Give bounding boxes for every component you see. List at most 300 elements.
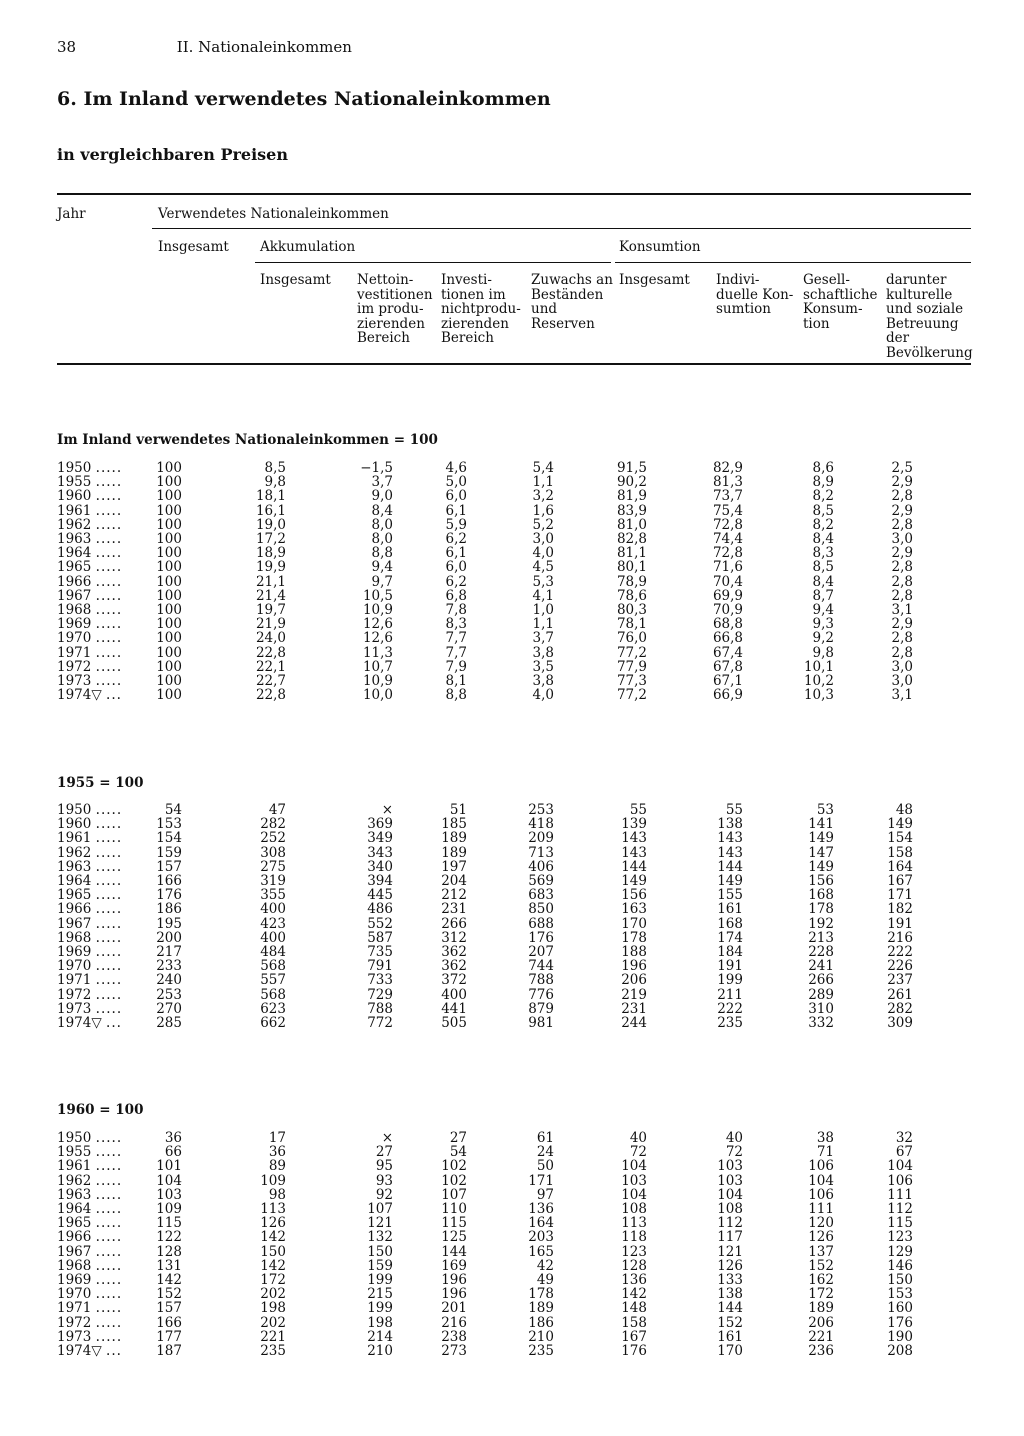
value-cell: 71,6 (712, 559, 743, 576)
value-cell: 106 (887, 1172, 913, 1189)
leader-dots: ..... (95, 488, 123, 505)
value-cell: 122 (156, 1229, 182, 1246)
value-cell: 74,4 (712, 531, 743, 548)
value-cell: 75,4 (712, 502, 743, 519)
header-line: zierenden (441, 315, 509, 332)
value-cell: 197 (441, 858, 467, 875)
header-line: kulturelle (886, 286, 953, 303)
value-cell: 282 (887, 1000, 913, 1017)
value-cell: 791 (367, 958, 393, 975)
value-cell: 191 (887, 915, 913, 932)
header-jahr: Jahr (57, 206, 86, 222)
value-cell: 394 (367, 873, 393, 890)
year-label: 1961 (57, 830, 92, 847)
table-row (57, 846, 913, 860)
value-cell: 91,5 (616, 460, 647, 476)
value-cell: 400 (260, 901, 286, 918)
year-cell (57, 461, 154, 475)
value-cell: 219 (621, 986, 647, 1003)
year-cell (57, 860, 154, 874)
value-cell: 129 (887, 1243, 913, 1260)
leader-dots: ..... (95, 516, 123, 533)
value-cell: 138 (717, 1286, 743, 1303)
year-cell (57, 1301, 154, 1315)
header-bottom-rule (57, 363, 971, 365)
value-cell: 21,4 (255, 587, 286, 604)
value-cell: 400 (441, 986, 467, 1003)
value-cell: 2,8 (891, 516, 913, 533)
leader-dots: ..... (95, 587, 123, 604)
value-cell: 81,3 (712, 474, 743, 491)
value-cell: 178 (621, 929, 647, 946)
value-cell: 38 (816, 1130, 834, 1146)
year-label: 1960 (57, 816, 92, 833)
value-cell: 484 (260, 944, 286, 961)
value-cell: 110 (441, 1201, 467, 1218)
table-row (57, 674, 913, 688)
year-label: 1967 (57, 587, 92, 604)
table-row (57, 1002, 913, 1016)
value-cell: 143 (621, 844, 647, 861)
value-cell: 166 (156, 873, 182, 890)
table-row (57, 1159, 913, 1173)
header-line: vestitionen (357, 286, 433, 303)
leader-dots: ..... (95, 1286, 123, 1303)
header-line: Nettoin- (357, 272, 414, 288)
leader-dots: ..... (95, 531, 123, 548)
year-label: 1973 (57, 1328, 92, 1345)
header-line: darunter (886, 272, 947, 288)
value-cell: 153 (156, 816, 182, 833)
value-cell: 8,0 (371, 516, 393, 533)
header-line: und (531, 301, 558, 317)
header-nettoinvestitionen (357, 273, 433, 346)
value-cell: 70,4 (712, 573, 743, 590)
value-cell: 207 (528, 944, 554, 961)
value-cell: 12,6 (362, 630, 393, 647)
value-cell: 167 (621, 1328, 647, 1345)
value-cell: 132 (367, 1229, 393, 1246)
value-cell: 89 (268, 1158, 286, 1175)
value-cell: 112 (887, 1201, 913, 1218)
value-cell: 121 (367, 1215, 393, 1232)
value-cell: 3,8 (532, 644, 554, 661)
running-header (57, 38, 352, 56)
year-label: 1964 (57, 873, 92, 890)
value-cell: 6,0 (445, 488, 467, 505)
value-cell: 215 (367, 1286, 393, 1303)
table-row (57, 1344, 913, 1358)
value-cell: 48 (895, 802, 913, 818)
year-label: 1960 (57, 488, 92, 505)
table-row (57, 589, 913, 603)
value-cell: 24,0 (255, 630, 286, 647)
year-cell (57, 1245, 154, 1259)
header-line: zierenden (357, 315, 425, 332)
year-cell (57, 1316, 154, 1330)
value-cell: 3,1 (891, 602, 913, 619)
value-cell: 9,2 (812, 630, 834, 647)
year-label: 1962 (57, 516, 92, 533)
value-cell: 21,1 (255, 573, 286, 590)
header-insgesamt: Insgesamt (158, 239, 229, 255)
value-cell: 40 (725, 1130, 743, 1146)
value-cell: 266 (808, 972, 834, 989)
value-cell: 100 (156, 460, 182, 476)
table-row (57, 817, 913, 831)
value-cell: 5,4 (532, 460, 554, 476)
value-cell: 340 (367, 858, 393, 875)
value-cell: 100 (156, 545, 182, 562)
year-cell (57, 973, 154, 987)
year-cell (57, 674, 154, 688)
year-cell (57, 945, 154, 959)
value-cell: 158 (621, 1314, 647, 1331)
value-cell: 10,7 (362, 658, 393, 675)
value-cell: 66,9 (712, 687, 743, 704)
table-row (57, 1316, 913, 1330)
table-title: 6. Im Inland verwendetes Nationaleinkommen (57, 88, 551, 110)
value-cell: 8,3 (445, 616, 467, 633)
value-cell: 10,3 (803, 687, 834, 704)
value-cell: 95 (375, 1158, 393, 1175)
year-cell (57, 931, 154, 945)
value-cell: 27 (375, 1144, 393, 1161)
header-investitionen (441, 273, 521, 346)
year-cell (57, 1230, 154, 1244)
value-cell: 285 (156, 1015, 182, 1032)
value-cell: 418 (528, 816, 554, 833)
value-cell: 104 (887, 1158, 913, 1175)
year-label: 1973 (57, 673, 92, 690)
value-cell: 107 (441, 1186, 467, 1203)
header-konsumtion: Konsumtion (619, 239, 701, 255)
value-cell: 156 (808, 873, 834, 890)
year-label: 1972 (57, 986, 92, 1003)
value-cell: 170 (717, 1343, 743, 1360)
value-cell: 211 (717, 986, 743, 1003)
value-cell: 2,8 (891, 587, 913, 604)
year-label: 1965 (57, 559, 92, 576)
year-label: 1950 (57, 1130, 92, 1146)
value-cell: 9,8 (264, 474, 286, 491)
leader-dots: ..... (95, 1328, 123, 1345)
leader-dots: ..... (95, 1201, 123, 1218)
value-cell: 7,7 (445, 630, 467, 647)
table-row (57, 874, 913, 888)
value-cell: 78,6 (616, 587, 647, 604)
value-cell: 144 (717, 1300, 743, 1317)
value-cell: 157 (156, 858, 182, 875)
value-cell: 2,9 (891, 474, 913, 491)
table-row (57, 1216, 913, 1230)
leader-dots: ... (106, 1015, 122, 1032)
value-cell: 210 (528, 1328, 554, 1345)
year-cell (57, 1145, 154, 1159)
value-cell: 505 (441, 1015, 467, 1032)
value-cell: 136 (621, 1272, 647, 1289)
value-cell: 240 (156, 972, 182, 989)
leader-dots: ..... (95, 1215, 123, 1232)
value-cell: 149 (808, 830, 834, 847)
leader-dots: ..... (95, 816, 123, 833)
value-cell: 231 (621, 1000, 647, 1017)
header-line: Bereich (357, 330, 410, 346)
value-cell: 77,9 (616, 658, 647, 675)
table-row (57, 1188, 913, 1202)
value-cell: 147 (808, 844, 834, 861)
value-cell: 155 (717, 887, 743, 904)
value-cell: 149 (621, 873, 647, 890)
value-cell: 222 (887, 944, 913, 961)
leader-dots: ..... (95, 1130, 123, 1146)
value-cell: 131 (156, 1257, 182, 1274)
year-label: 1967 (57, 915, 92, 932)
value-cell: 445 (367, 887, 393, 904)
value-cell: 103 (717, 1172, 743, 1189)
value-cell: 172 (808, 1286, 834, 1303)
table-row (57, 959, 913, 973)
table-row (57, 617, 913, 631)
value-cell: 8,1 (445, 673, 467, 690)
value-cell: 362 (441, 958, 467, 975)
table-row (57, 860, 913, 874)
table-row (57, 1131, 913, 1145)
header-line: Bereich (441, 330, 494, 346)
value-cell: 5,0 (445, 474, 467, 491)
value-cell: 103 (621, 1172, 647, 1189)
value-cell: 102 (441, 1172, 467, 1189)
year-cell (57, 489, 154, 503)
year-label: 1955 (57, 1144, 92, 1161)
value-cell: 185 (441, 816, 467, 833)
value-cell: 66 (164, 1144, 182, 1161)
table-row (57, 688, 913, 702)
value-cell: 236 (808, 1343, 834, 1360)
value-cell: 152 (156, 1286, 182, 1303)
year-label: 1962 (57, 844, 92, 861)
value-cell: 729 (367, 986, 393, 1003)
value-cell: 4,0 (532, 687, 554, 704)
value-cell: 77,3 (616, 673, 647, 690)
value-cell: 22,8 (255, 687, 286, 704)
value-cell: 178 (528, 1286, 554, 1303)
value-cell: 310 (808, 1000, 834, 1017)
table-row (57, 631, 913, 645)
value-cell: 206 (621, 972, 647, 989)
year-label: 1961 (57, 502, 92, 519)
value-cell: 662 (260, 1015, 286, 1032)
value-cell: 150 (887, 1272, 913, 1289)
year-cell (57, 1159, 154, 1173)
value-cell: 3,5 (532, 658, 554, 675)
leader-dots: ..... (95, 958, 123, 975)
value-cell: 569 (528, 873, 554, 890)
value-cell: 53 (816, 802, 834, 818)
value-cell: 137 (808, 1243, 834, 1260)
value-cell: 369 (367, 816, 393, 833)
value-cell: 17,2 (255, 531, 286, 548)
value-cell: 154 (156, 830, 182, 847)
value-cell: 8,2 (812, 488, 834, 505)
value-cell: 169 (441, 1257, 467, 1274)
year-label: 1950 (57, 460, 92, 476)
value-cell: 9,3 (812, 616, 834, 633)
value-cell: 776 (528, 986, 554, 1003)
value-cell: 216 (441, 1314, 467, 1331)
table-row (57, 489, 913, 503)
header-line: tion (803, 315, 830, 332)
value-cell: 788 (367, 1000, 393, 1017)
value-cell: 196 (441, 1286, 467, 1303)
value-cell: 80,1 (616, 559, 647, 576)
header-line: im produ- (357, 301, 424, 317)
year-label: 1968 (57, 929, 92, 946)
value-cell: 7,9 (445, 658, 467, 675)
year-cell (57, 1188, 154, 1202)
value-cell: 8,4 (371, 502, 393, 519)
table-row (57, 1174, 913, 1188)
leader-dots: ..... (95, 844, 123, 861)
value-cell: 100 (156, 616, 182, 633)
value-cell: 164 (887, 858, 913, 875)
value-cell: 10,9 (362, 673, 393, 690)
header-line: Reserven (531, 315, 595, 332)
value-cell: 150 (367, 1243, 393, 1260)
year-cell (57, 874, 154, 888)
value-cell: 176 (156, 887, 182, 904)
value-cell: 36 (268, 1144, 286, 1161)
value-cell: 8,6 (812, 460, 834, 476)
leader-dots: ..... (95, 1300, 123, 1317)
year-cell (57, 546, 154, 560)
value-cell: 36 (164, 1130, 182, 1146)
header-kons-insgesamt: Insgesamt (619, 272, 690, 288)
value-cell: 199 (367, 1272, 393, 1289)
value-cell: 100 (156, 673, 182, 690)
value-cell: 623 (260, 1000, 286, 1017)
value-cell: 133 (717, 1272, 743, 1289)
value-cell: 2,8 (891, 573, 913, 590)
leader-dots: ..... (95, 830, 123, 847)
value-cell: 174 (717, 929, 743, 946)
table-row (57, 1230, 913, 1244)
value-cell: 103 (717, 1158, 743, 1175)
value-cell: 82,8 (616, 531, 647, 548)
year-cell (57, 1287, 154, 1301)
value-cell: 202 (260, 1314, 286, 1331)
year-cell (57, 917, 154, 931)
value-cell: 208 (887, 1343, 913, 1360)
year-label: 1955 (57, 474, 92, 491)
value-cell: 142 (156, 1272, 182, 1289)
value-cell: 206 (808, 1314, 834, 1331)
value-cell: 216 (887, 929, 913, 946)
value-cell: 66,8 (712, 630, 743, 647)
value-cell: 40 (629, 1130, 647, 1146)
value-cell: 9,7 (371, 573, 393, 590)
year-label: 1970 (57, 630, 92, 647)
value-cell: 6,1 (445, 545, 467, 562)
value-cell: 42 (536, 1257, 554, 1274)
value-cell: 235 (717, 1015, 743, 1032)
value-cell: 67,4 (712, 644, 743, 661)
value-cell: 54 (449, 1144, 467, 1161)
value-cell: 100 (156, 644, 182, 661)
value-cell: 149 (717, 873, 743, 890)
value-cell: 4,1 (532, 587, 554, 604)
value-cell: 109 (260, 1172, 286, 1189)
value-cell: 161 (717, 901, 743, 918)
value-cell: 55 (725, 802, 743, 818)
value-cell: 159 (367, 1257, 393, 1274)
value-cell: 153 (887, 1286, 913, 1303)
value-cell: 128 (156, 1243, 182, 1260)
table-row (57, 532, 913, 546)
value-cell: 3,7 (532, 630, 554, 647)
value-cell: 212 (441, 887, 467, 904)
leader-dots: ..... (95, 1229, 123, 1246)
leader-dots: ..... (95, 559, 123, 576)
value-cell: 112 (717, 1215, 743, 1232)
value-cell: 109 (156, 1201, 182, 1218)
value-cell: 139 (621, 816, 647, 833)
leader-dots: ..... (95, 1172, 123, 1189)
value-cell: 152 (717, 1314, 743, 1331)
header-gesellschaftliche (803, 273, 878, 331)
header-line: Gesell- (803, 272, 850, 288)
leader-dots: ..... (95, 502, 123, 519)
year-cell (57, 631, 154, 645)
table-row (57, 803, 913, 817)
year-label: 1973 (57, 1000, 92, 1017)
value-cell: 8,0 (371, 531, 393, 548)
year-label: 1970 (57, 958, 92, 975)
value-cell: 22,7 (255, 673, 286, 690)
value-cell: 9,4 (371, 559, 393, 576)
leader-dots: ..... (95, 802, 123, 818)
value-cell: 144 (621, 858, 647, 875)
value-cell: 77,2 (616, 687, 647, 704)
value-cell: 235 (260, 1343, 286, 1360)
value-cell: 2,8 (891, 488, 913, 505)
leader-dots: ... (106, 1343, 122, 1360)
value-cell: 102 (441, 1158, 467, 1175)
table-row (57, 603, 913, 617)
value-cell: 163 (621, 901, 647, 918)
value-cell: 164 (528, 1215, 554, 1232)
value-cell: 192 (808, 915, 834, 932)
value-cell: 587 (367, 929, 393, 946)
value-cell: 49 (536, 1272, 554, 1289)
value-cell: 4,0 (532, 545, 554, 562)
table-row (57, 945, 913, 959)
value-cell: 744 (528, 958, 554, 975)
value-cell: 221 (260, 1328, 286, 1345)
value-cell: 222 (717, 1000, 743, 1017)
value-cell: 108 (717, 1201, 743, 1218)
table-row (57, 518, 913, 532)
leader-dots: ..... (95, 915, 123, 932)
table-row (57, 646, 913, 660)
value-cell: 199 (367, 1300, 393, 1317)
value-cell: 108 (621, 1201, 647, 1218)
year-label: 1966 (57, 901, 92, 918)
value-cell: 201 (441, 1300, 467, 1317)
value-cell: 1,0 (532, 602, 554, 619)
value-cell: 688 (528, 915, 554, 932)
value-cell: 100 (156, 658, 182, 675)
